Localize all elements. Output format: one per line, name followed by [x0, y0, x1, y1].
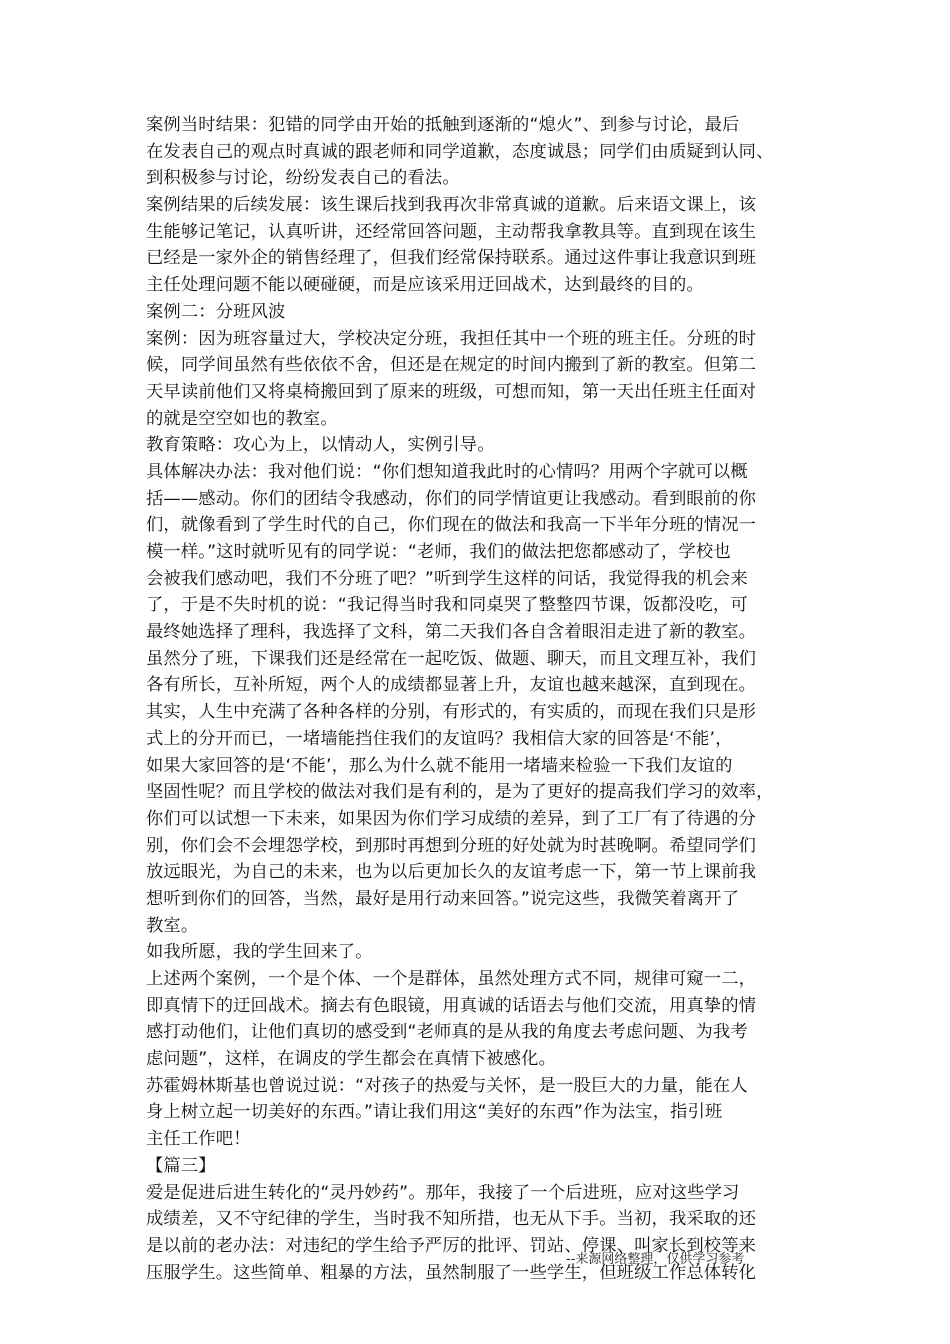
- text-line: 到积极参与讨论，纷纷发表自己的看法。: [146, 168, 460, 189]
- text-line: 别，你们会不会埋怨学校，到那时再想到分班的好处就为时甚晚啊。希望同学们: [146, 835, 757, 856]
- text-line: 在发表自己的观点时真诚的跟老师和同学道歉，态度诚恳；同学们由质疑到认同、: [146, 141, 774, 162]
- text-line: 案例结果的后续发展：该生课后找到我再次非常真诚的道歉。后来语文课上，该: [146, 195, 757, 216]
- text-line: 最终她选择了理科，我选择了文科，第二天我们各自含着眼泪走进了新的教室。: [146, 622, 757, 643]
- text-line: 坚固性呢？而且学校的做法对我们是有利的，是为了更好的提高我们学习的效率，: [146, 782, 774, 803]
- text-line: 压服学生。这些简单、粗暴的方法，虽然制服了一些学生，但班级工作总体转化: [146, 1262, 757, 1283]
- text-line: 如果大家回答的是‘不能’，那么为什么就不能用一堵墙来检验一下我们友谊的: [146, 755, 733, 776]
- text-line: 了，于是不失时机的说：“我记得当时我和同桌哭了整整四节课，饭都没吃，可: [146, 595, 748, 616]
- text-line: 其实，人生中充满了各种各样的分别，有形式的，有实质的，而现在我们只是形: [146, 702, 757, 723]
- text-line: 天早读前他们又将桌椅搬回到了原来的班级，可想而知，第一天出任班主任面对: [146, 381, 757, 402]
- text-line: 各有所长，互补所短，两个人的成绩都显著上升，友谊也越来越深，直到现在。: [146, 675, 757, 696]
- text-line: 教育策略：攻心为上，以情动人，实例引导。: [146, 435, 495, 456]
- text-line: 身上树立起一切美好的东西。”请让我们用这“美好的东西”作为法宝，指引班: [146, 1102, 723, 1123]
- text-line: 爱是促进后进生转化的“灵丹妙药”。那年，我接了一个后进班，应对这些学习: [146, 1182, 740, 1203]
- text-line: 是以前的老办法：对违纪的学生给予严厉的批评、罚站、停课、叫家长到校等来: [146, 1235, 757, 1256]
- text-line: 如我所愿，我的学生回来了。: [146, 942, 373, 963]
- text-line: 想听到你们的回答，当然，最好是用行动来回答。”说完这些，我微笑着离开了: [146, 888, 740, 909]
- text-line: 成绩差，又不守纪律的学生，当时我不知所措，也无从下手。当初，我采取的还: [146, 1209, 757, 1230]
- text-line: 案例当时结果：犯错的同学由开始的抵触到逐渐的“熄火”、到参与讨论，最后: [146, 115, 740, 135]
- text-line: 即真情下的迂回战术。摘去有色眼镜，用真诚的话语去与他们交流，用真挚的情: [146, 995, 757, 1016]
- text-line: 的就是空空如也的教室。: [146, 408, 338, 429]
- text-line: 【篇三】: [146, 1155, 216, 1176]
- text-line: 会被我们感动吧，我们不分班了吧？”听到学生这样的问话，我觉得我的机会来: [146, 568, 748, 589]
- text-line: 们，就像看到了学生时代的自己，你们现在的做法和我高一下半年分班的情况一: [146, 515, 757, 536]
- text-line: 式上的分开而已，一堵墙能挡住我们的友谊吗？我相信大家的回答是‘不能’，: [146, 728, 733, 749]
- text-line: 你们可以试想一下未来，如果因为你们学习成绩的差异，到了工厂有了待遇的分: [146, 808, 757, 829]
- text-line: 具体解决办法：我对他们说：“你们想知道我此时的心情吗？用两个字就可以概: [146, 461, 748, 482]
- text-line: 教室。: [146, 915, 199, 936]
- text-line: 上述两个案例，一个是个体、一个是群体，虽然处理方式不同，规律可窥一二，: [146, 969, 757, 989]
- text-line: 主任工作吧！: [146, 1129, 251, 1150]
- text-line: 苏霍姆林斯基也曾说过说：“对孩子的热爱与关怀，是一股巨大的力量，能在人: [146, 1075, 748, 1096]
- page-footer-note: --来源网络整理，仅供学习参考: [566, 1252, 745, 1267]
- text-line: 虑问题”，这样，在调皮的学生都会在真情下被感化。: [146, 1049, 557, 1070]
- text-line: 候，同学间虽然有些依依不舍，但还是在规定的时间内搬到了新的教室。但第二: [146, 355, 757, 376]
- text-line: 虽然分了班，下课我们还是经常在一起吃饭、做题、聊天，而且文理互补，我们: [146, 648, 757, 669]
- text-line: 已经是一家外企的销售经理了，但我们经常保持联系。通过这件事让我意识到班: [146, 248, 757, 269]
- text-line: 案例二：分班风波: [146, 301, 286, 322]
- text-line: 案例：因为班容量过大，学校决定分班，我担任其中一个班的班主任。分班的时: [146, 328, 757, 349]
- text-line: 放远眼光，为自己的未来，也为以后更加长久的友谊考虑一下，第一节上课前我: [146, 862, 757, 883]
- text-line: 感打动他们，让他们真切的感受到“老师真的是从我的角度去考虑问题、为我考: [146, 1022, 748, 1043]
- text-line: 括——感动。你们的团结令我感动，你们的同学情谊更让我感动。看到眼前的你: [146, 488, 757, 509]
- document-body: [146, 112, 812, 1286]
- text-line: 主任处理问题不能以硬碰硬，而是应该采用迂回战术，达到最终的目的。: [146, 275, 704, 296]
- text-line: 模一样。”这时就听见有的同学说：“老师，我们的做法把您都感动了，学校也: [146, 542, 731, 562]
- text-line: 生能够记笔记，认真听讲，还经常回答问题，主动帮我拿教具等。直到现在该生: [146, 221, 757, 242]
